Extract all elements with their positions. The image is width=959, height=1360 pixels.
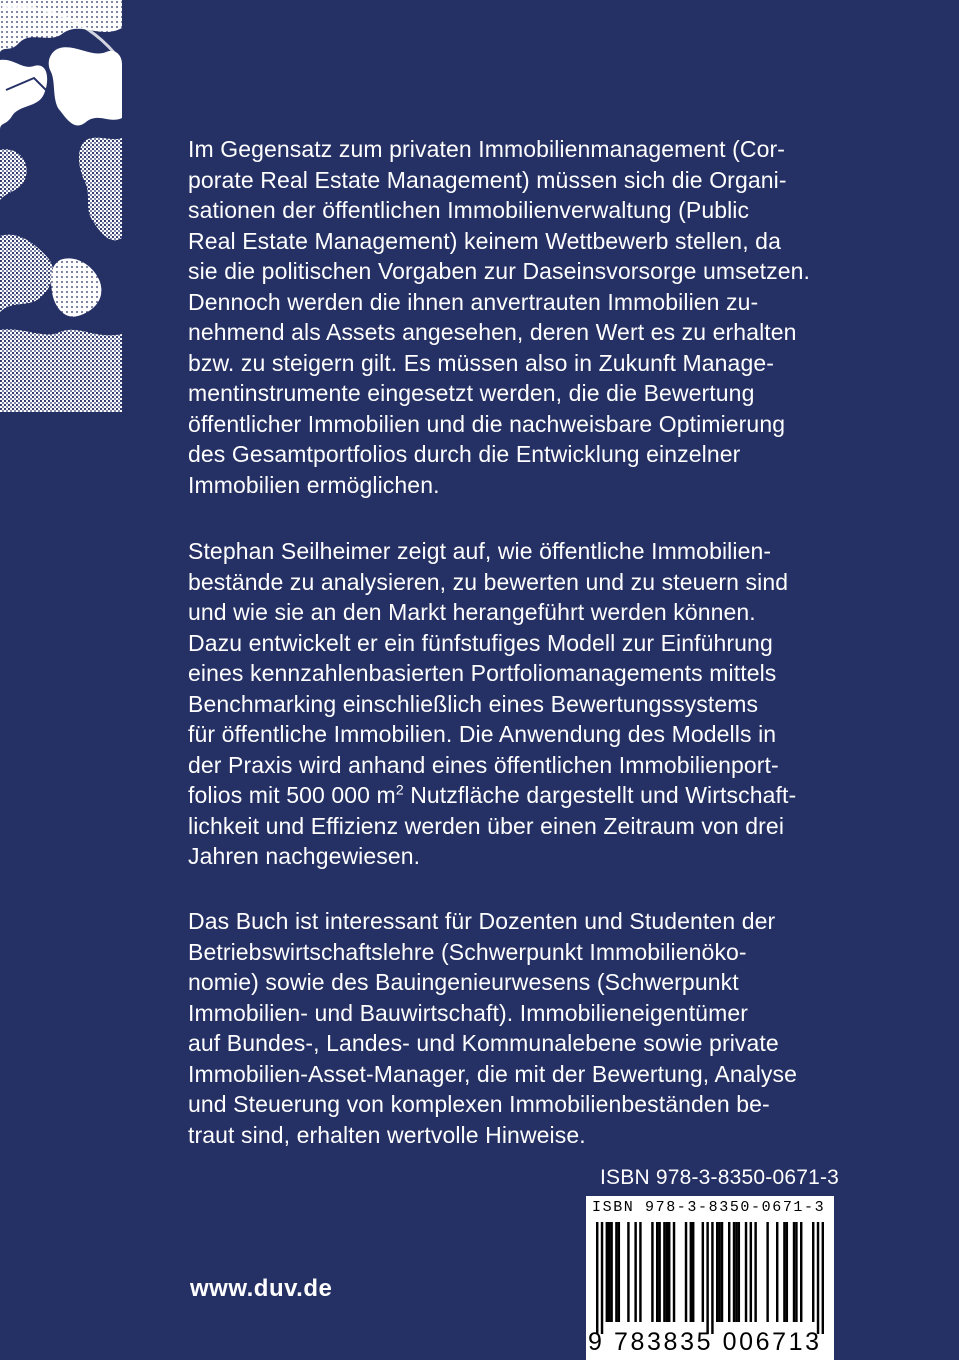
- barcode-bar: [800, 1222, 802, 1322]
- text-line: Real Estate Management) keinem Wettbewerb stellen, da: [188, 227, 781, 254]
- globe-image: [0, 0, 122, 412]
- text-line: eines kennzahlenbasierten Portfoliomanagements mittels: [188, 660, 777, 686]
- text-line: Benchmarking einschließlich eines Bewertungssystems: [188, 690, 759, 717]
- text-line-with-superscript: [188, 782, 796, 808]
- barcode-guard-bar: [596, 1222, 598, 1334]
- barcode-bar: [673, 1222, 675, 1322]
- barcode-bar: [702, 1222, 704, 1322]
- text-line: Dazu entwickelt er ein fünfstufiges Modell zur Einführung: [188, 629, 773, 656]
- barcode-bar: [606, 1222, 608, 1322]
- text-line: lichkeit und Effizienz werden über einen Zeitraum von drei: [188, 812, 785, 839]
- barcode-digits: 9 783835 006713: [588, 1328, 822, 1356]
- barcode-bar: [634, 1222, 636, 1322]
- barcode-bar: [666, 1222, 668, 1322]
- paragraph-author-text: [188, 536, 816, 872]
- barcode-bar: [733, 1222, 735, 1322]
- text-line: Jahren nachgewiesen.: [188, 843, 421, 869]
- barcode-bar: [728, 1222, 730, 1322]
- barcode-bar: [750, 1222, 752, 1322]
- text-line: des Gesamtportfolios durch die Entwicklung einzelner: [188, 441, 741, 467]
- superscript-two: 2: [395, 781, 404, 798]
- text-line: bestände zu analysieren, zu bewerten und zu steuern sind: [188, 568, 789, 595]
- barcode-bar: [766, 1222, 768, 1322]
- barcode-bar: [685, 1222, 687, 1322]
- text-line: Stephan Seilheimer zeigt auf, wie öffentliche Immobilien-: [188, 538, 772, 564]
- text-line: Dennoch werden die ihnen anvertrauten Immobilien zu-: [188, 288, 759, 315]
- text-line: nomie) sowie des Bauingenieurwesens (Schwerpunkt: [188, 969, 739, 995]
- text-line: Betriebswirtschaftslehre (Schwerpunkt Immobilienöko-: [188, 938, 747, 965]
- barcode-bar: [615, 1222, 617, 1322]
- text-line: öffentlicher Immobilien und die nachweisbare Optimierung: [188, 410, 786, 437]
- barcode-guard-bar: [711, 1222, 713, 1334]
- text-line: auf Bundes-, Landes- und Kommunalebene sowie private: [188, 1030, 779, 1056]
- barcode-bar: [721, 1222, 723, 1322]
- barcode-bar: [754, 1222, 756, 1322]
- paragraph-intro: [188, 134, 816, 500]
- isbn-barcode: [586, 1196, 834, 1360]
- barcode-bar: [639, 1222, 641, 1322]
- barcode-bar: [690, 1222, 692, 1322]
- text-line: sie die politischen Vorgaben zur Daseinsvorsorge umsetzen.: [188, 258, 811, 284]
- barcode-bar: [735, 1222, 737, 1322]
- barcode-bar: [812, 1222, 814, 1322]
- publisher-website[interactable]: www.duv.de: [190, 1275, 333, 1302]
- text-line: Immobilien-Asset-Manager, die mit der Bewertung, Analyse: [188, 1060, 797, 1087]
- text-line: der Praxis wird anhand eines öffentlichen Immobilienport-: [188, 751, 779, 778]
- barcode-bar: [663, 1222, 665, 1322]
- text-line: Im Gegensatz zum privaten Immobilienmanagement (Cor-: [188, 136, 786, 162]
- barcode-guard-bar: [706, 1222, 708, 1334]
- text-line: und Steuerung von komplexen Immobilienbeständen be-: [188, 1091, 770, 1117]
- barcode-bar: [651, 1222, 653, 1322]
- text-line: traut sind, erhalten wertvolle Hinweise.: [188, 1121, 586, 1148]
- barcode-bar: [738, 1222, 740, 1322]
- line-part: folios mit 500 000 m: [188, 782, 396, 808]
- barcode-bar: [795, 1222, 797, 1322]
- paragraph-audience: [188, 906, 816, 1150]
- paragraph-audience-text: [188, 906, 816, 1150]
- text-line: für öffentliche Immobilien. Die Anwendung des Modells in: [188, 721, 777, 747]
- barcode-guard-bar: [822, 1222, 824, 1334]
- barcode-bar: [716, 1222, 718, 1322]
- barcode-bar: [783, 1222, 785, 1322]
- barcode-bar: [745, 1222, 747, 1322]
- barcode-bar: [786, 1222, 788, 1322]
- text-line: Immobilien- und Bauwirtschaft). Immobilieneigentümer: [188, 999, 748, 1026]
- barcode-bar: [658, 1222, 660, 1322]
- text-line: Das Buch ist interessant für Dozenten und Studenten der: [188, 908, 776, 934]
- barcode-guard-bar: [601, 1222, 603, 1334]
- text-line: Immobilien ermöglichen.: [188, 471, 440, 498]
- barcode-bar: [627, 1222, 629, 1322]
- barcode-bar: [776, 1222, 778, 1322]
- paragraph-intro-text: [188, 134, 816, 500]
- paragraph-author: [188, 536, 816, 872]
- barcode-bar: [656, 1222, 658, 1322]
- line-part: Nutzfläche dargestellt und Wirtschaft-: [403, 782, 797, 808]
- isbn-label: ISBN 978-3-8350-0671-3: [600, 1166, 840, 1189]
- text-line: und wie sie an den Markt herangeführt werden können.: [188, 599, 756, 625]
- barcode-bar: [793, 1222, 795, 1322]
- barcode-bar: [610, 1222, 612, 1322]
- text-line: bzw. zu steigern gilt. Es müssen also in Zukunft Manage-: [188, 349, 774, 376]
- barcode-bar: [608, 1222, 610, 1322]
- barcode-guard-bar: [817, 1222, 819, 1334]
- barcode-bar: [668, 1222, 670, 1322]
- text-line: porate Real Estate Management) müssen sich die Organi-: [188, 166, 787, 193]
- barcode-bar: [618, 1222, 620, 1322]
- barcode-bars: [596, 1222, 824, 1334]
- text-line: sationen der öffentlichen Immobilienverwaltung (Public: [188, 197, 750, 223]
- barcode-bar: [718, 1222, 720, 1322]
- barcode-bar: [692, 1222, 694, 1322]
- barcode-isbn-text: ISBN 978-3-8350-0671-3: [592, 1199, 826, 1216]
- text-line: mentinstrumente eingesetzt werden, die die Bewertung: [188, 380, 755, 406]
- text-line: nehmend als Assets angesehen, deren Wert es zu erhalten: [188, 319, 797, 345]
